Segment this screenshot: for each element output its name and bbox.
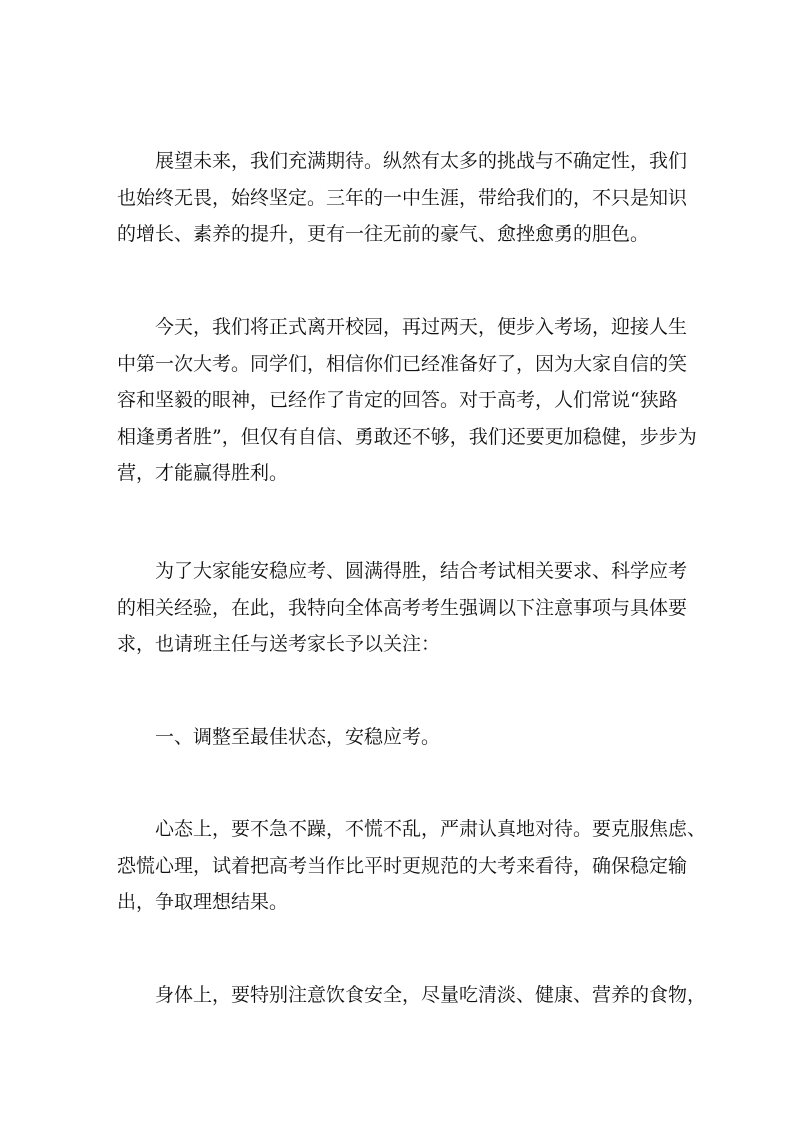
paragraph-line: 中第一次大考。同学们，相信你们已经准备好了，因为大家自信的笑 xyxy=(117,352,688,375)
paragraph-line: 恐慌心理，试着把高考当作比平时更规范的大考来看待，确保稳定输 xyxy=(117,854,688,877)
section-heading-1 xyxy=(117,719,681,756)
paragraph-line: 身体上，要特别注意饮食安全，尽量吃清淡、健康、营养的食物， xyxy=(155,984,707,1006)
paragraph-line: 的相关经验，在此，我特向全体高考考生强调以下注意事项与具体要 xyxy=(117,596,688,619)
paragraph-line: 的增长、素养的提升，更有一往无前的豪气、愈挫愈勇的胆色。 xyxy=(117,223,650,245)
paragraph-line: 营，才能赢得胜利。 xyxy=(117,462,289,484)
paragraph-line: 出，争取理想结果。 xyxy=(117,891,289,913)
paragraph-outlook xyxy=(117,143,688,253)
paragraph-line: 也始终无畏，始终坚定。三年的一中生涯，带给我们的，不只是知识 xyxy=(117,186,688,209)
paragraph-line: 心态上，要不急不躁，不慌不乱，严肃认真地对待。要克服焦虑、 xyxy=(155,818,707,840)
paragraph-line: 展望未来，我们充满期待。纵然有太多的挑战与不确定性，我们 xyxy=(155,150,688,172)
paragraph-notice xyxy=(117,553,688,663)
paragraph-mindset xyxy=(117,811,707,921)
paragraph-line: 为了大家能安稳应考、圆满得胜，结合考试相关要求、科学应考 xyxy=(155,560,688,582)
paragraph-line: 今天，我们将正式离开校园，再过两天，便步入考场，迎接人生 xyxy=(155,316,688,338)
paragraph-today xyxy=(117,309,697,492)
section-heading-line: 一、调整至最佳状态，安稳应考。 xyxy=(155,726,441,748)
paragraph-line: 容和坚毅的眼神，已经作了肯定的回答。对于高考，人们常说“狭路 xyxy=(117,389,678,411)
paragraph-line: 相逢勇者胜”，但仅有自信、勇敢还不够，我们还要更加稳健，步步为 xyxy=(117,425,697,448)
paragraph-line: 求，也请班主任与送考家长予以关注： xyxy=(117,633,441,655)
paragraph-health xyxy=(117,977,707,1014)
